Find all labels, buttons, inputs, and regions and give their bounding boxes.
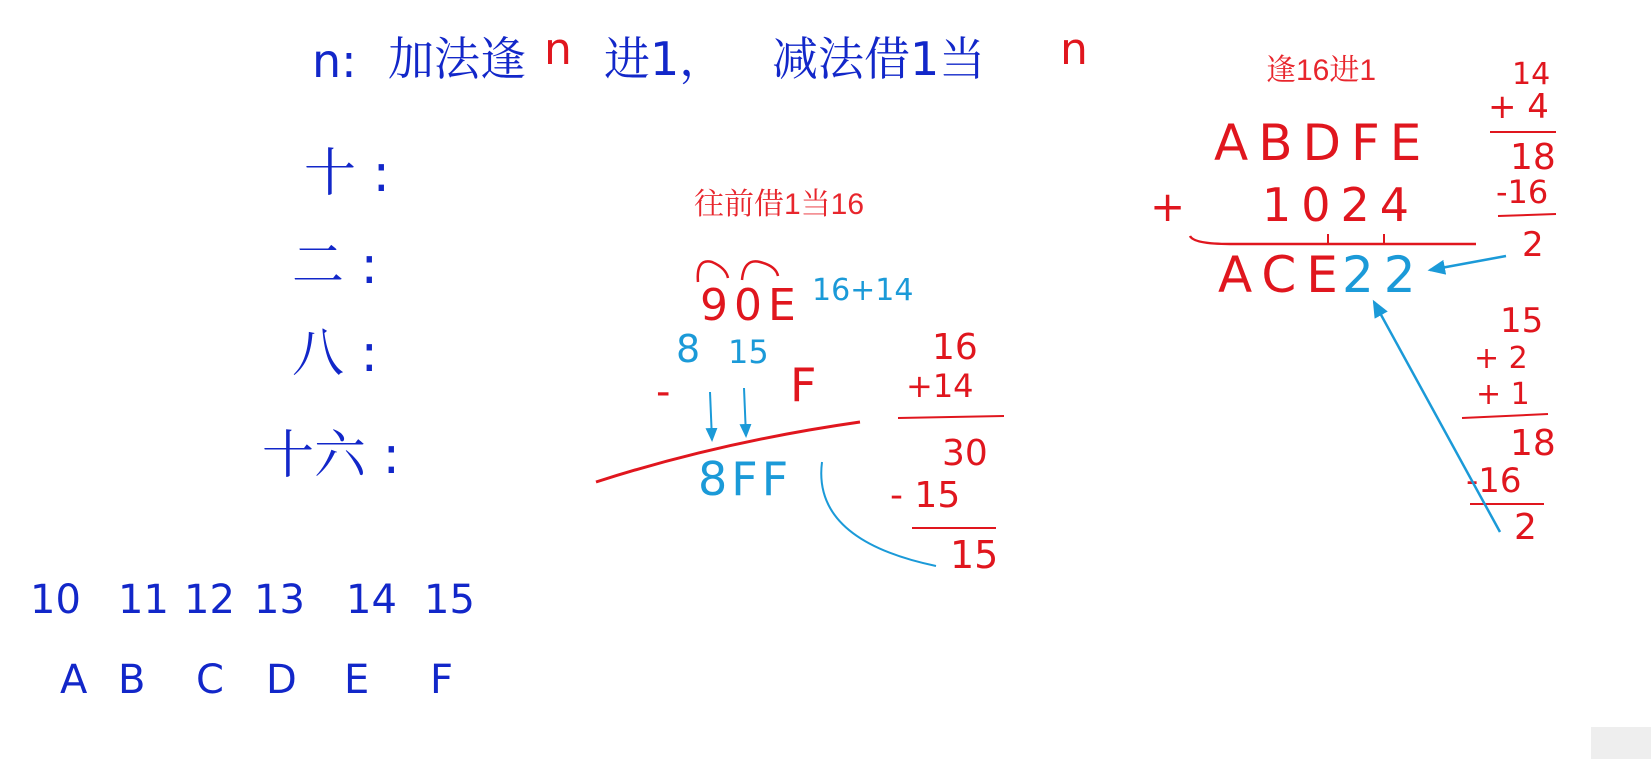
- add-side-calc-line: 15: [1500, 301, 1544, 341]
- hex-number: 15: [424, 577, 475, 623]
- sum-arrow: [1430, 256, 1506, 270]
- borrow-note: 16+14: [812, 273, 914, 308]
- addition-result-blue: 22: [1342, 246, 1426, 304]
- subtrahend: F: [790, 358, 817, 412]
- minus-sign: -: [656, 369, 671, 415]
- base-ten: 十 :: [304, 144, 391, 204]
- side-calc-line: 30: [942, 433, 988, 474]
- borrow-hook: [698, 261, 728, 282]
- add-side-calc-line: 18: [1510, 423, 1556, 464]
- side-calc-rule: [898, 416, 1004, 418]
- title-n-red-2: n: [1060, 24, 1088, 75]
- base-eight: 八 :: [292, 324, 379, 384]
- corner-overlay: [1591, 727, 1651, 759]
- addition-heading: 逢16进1: [1266, 54, 1377, 87]
- addend-2: 1024: [1262, 178, 1420, 232]
- hex-number: 12: [184, 577, 235, 623]
- hex-number: 11: [118, 577, 169, 623]
- hex-number: 10: [30, 577, 81, 623]
- borrowed-digit: 15: [728, 333, 769, 371]
- title-n-red-1: n: [544, 24, 572, 75]
- subtraction-result: 8FF: [698, 452, 793, 506]
- hex-letter: F: [430, 657, 454, 703]
- add-side-rule: [1462, 414, 1548, 418]
- add-side-rule: [1498, 214, 1556, 216]
- add-side-calc-line: 14: [1512, 57, 1551, 92]
- hex-number: 13: [254, 577, 305, 623]
- add-side-calc-line: -16: [1466, 461, 1522, 501]
- subtraction-heading: 往前借1当16: [694, 188, 865, 221]
- borrow-hook: [742, 261, 778, 280]
- add-side-calc-line: + 4: [1488, 87, 1549, 127]
- borrow-arrow: [744, 388, 746, 436]
- side-calc-line: 15: [950, 533, 999, 577]
- addition-rule: [1190, 236, 1476, 244]
- add-side-calc-line: 18: [1510, 137, 1556, 178]
- add-side-calc-line: -16: [1496, 173, 1549, 211]
- hex-letter: E: [344, 657, 370, 703]
- plus-sign: +: [1150, 182, 1186, 231]
- title-subtraction: 减法借1当: [772, 32, 986, 86]
- add-side-calc-line: + 2: [1474, 341, 1528, 376]
- borrowed-digit: 8: [676, 327, 701, 371]
- result-link-curve: [821, 462, 936, 566]
- add-side-calc-line: + 1: [1476, 377, 1530, 412]
- addend-1: ABDFE: [1214, 114, 1432, 172]
- hex-letter: C: [196, 657, 224, 703]
- hex-letter: A: [60, 657, 88, 703]
- side-calc-line: 16: [932, 327, 978, 368]
- borrow-arrow: [710, 392, 712, 440]
- subtraction-minuend: 90E: [700, 280, 802, 331]
- hex-letter: D: [266, 657, 297, 703]
- add-side-calc-line: 2: [1514, 507, 1537, 548]
- addition-result-red: ACE: [1218, 246, 1348, 304]
- base-two: 二 :: [292, 236, 379, 296]
- title-carry: 进1，: [604, 32, 726, 86]
- hex-letter: B: [118, 657, 146, 703]
- add-side-calc-line: 2: [1522, 225, 1544, 265]
- title-n: n:: [312, 34, 357, 88]
- hex-number: 14: [346, 577, 397, 623]
- side-calc-line: +14: [906, 367, 974, 405]
- side-calc-line: - 15: [890, 475, 961, 516]
- title-addition: 加法逢: [388, 32, 526, 86]
- base-sixteen: 十六 :: [262, 426, 401, 486]
